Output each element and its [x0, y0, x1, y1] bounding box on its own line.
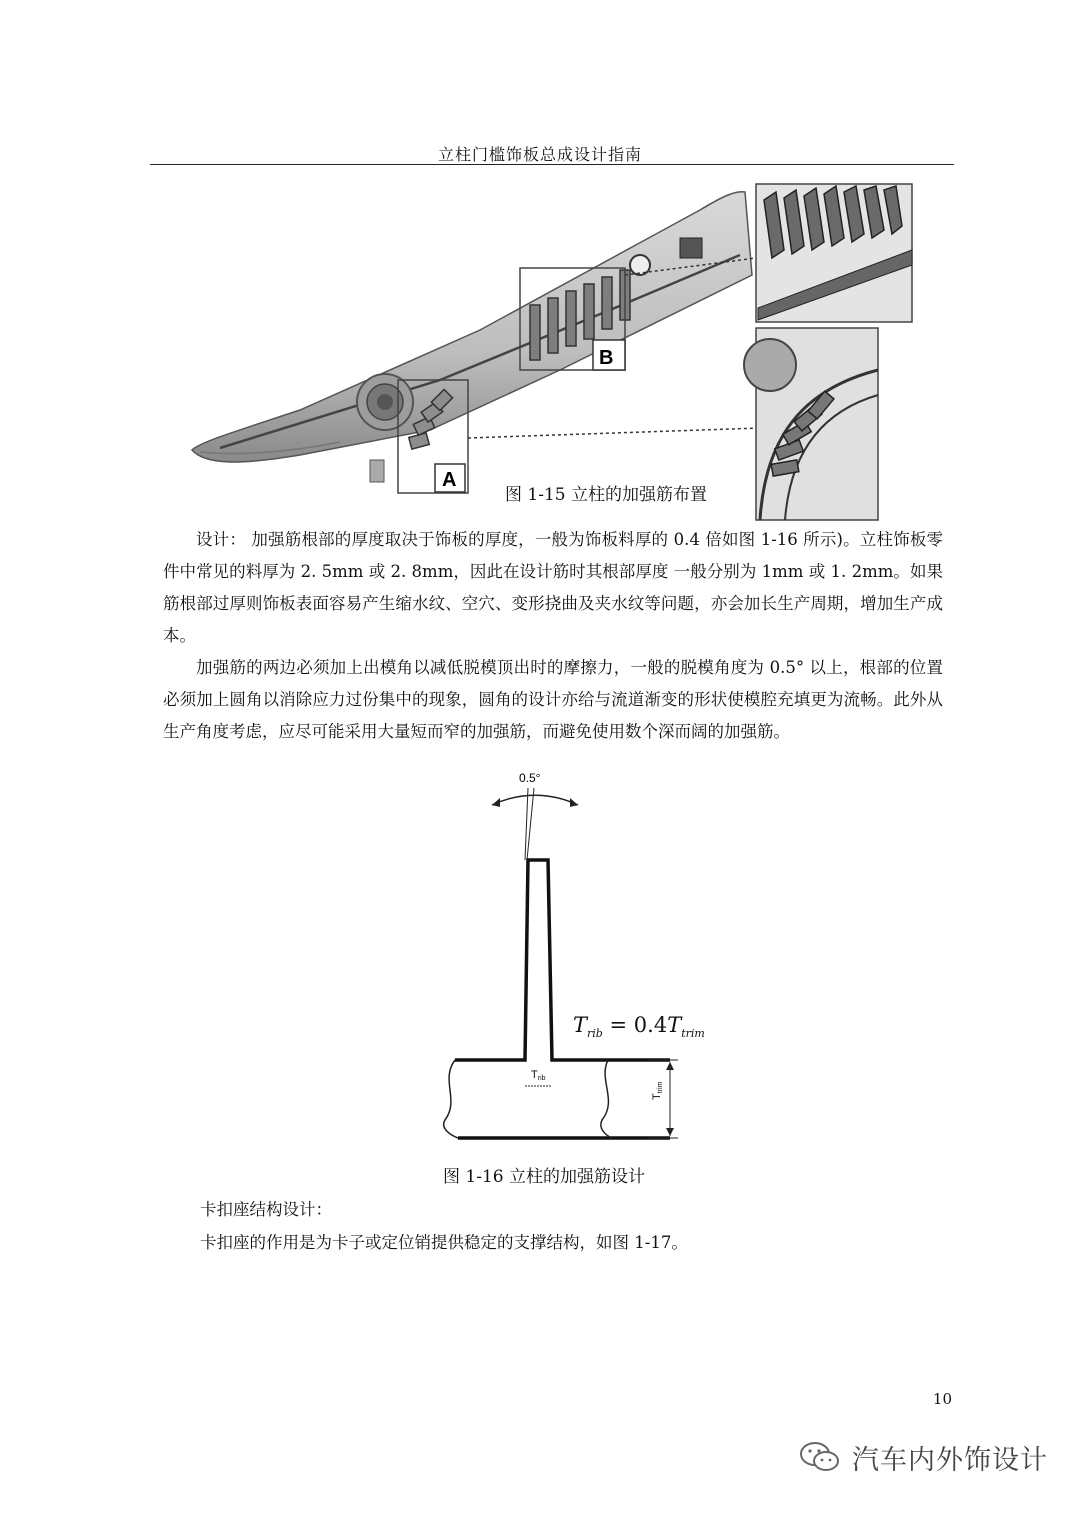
page-number: 10	[932, 1390, 952, 1408]
body-text	[163, 524, 943, 748]
dim-trim-sub: trim	[657, 1081, 664, 1094]
svg-text:Trib	[531, 1069, 546, 1082]
formula-lhs: T	[573, 1013, 588, 1037]
zoom-panel-a	[744, 328, 878, 520]
clip-boss	[630, 255, 650, 275]
draft-angle-label: 0.5°	[519, 771, 541, 785]
paragraph-draft-angle: 加强筋的两边必须加上出模角以减低脱模顶出时的摩擦力，一般的脱模角度为 0.5° 以上，根部的位置必须加上圆角以消除应力过份集中的现象，圆角的设计亦给与流道渐变的形状使模腔充填更为流畅。此外从生产角度考虑，应尽可能采用大量短而窄的加强筋，而避免使用数个深而阔的加强筋。	[163, 658, 943, 741]
label-b: B	[599, 347, 614, 369]
wechat-icon	[798, 1440, 842, 1474]
dim-rib: T	[531, 1069, 538, 1081]
zoom-panel-b	[756, 184, 912, 322]
rib-design-diagram	[430, 760, 705, 1150]
dim-trim: T	[651, 1093, 663, 1100]
formula-rhs-sub: trim	[681, 1027, 705, 1040]
formula-rhs: T	[667, 1013, 682, 1037]
svg-text:Ttrim	[651, 1081, 664, 1100]
section-heading: 卡扣座结构设计：	[200, 1200, 332, 1219]
pillar-rib-layout-figure	[180, 180, 920, 525]
header-rule	[150, 164, 954, 165]
svg-text:Trib = 0.4Ttrim	[573, 1013, 705, 1040]
section-sentence: 卡扣座的作用是为卡子或定位销提供稳定的支撑结构，如图 1-17。	[200, 1233, 688, 1252]
formula-equals: = 0.4	[602, 1013, 668, 1037]
watermark	[798, 1435, 1048, 1479]
paragraph-design-thickness: 设计： 加强筋根部的厚度取决于饰板的厚度，一般为饰板料厚的 0.4 倍如图 1-16 所示)。立柱饰板零件中常见的料厚为 2. 5mm 或 2. 8mm，因此在设计筋时其根部厚度 一般分别为 1mm 或 1. 2mm。如果筋根部过厚则饰板表面容易产生缩水纹、空穴、变形挠曲及夹水纹等问题，亦会加长生产周期，增加生产成本。	[163, 530, 943, 645]
pillar-trim-body	[192, 192, 752, 462]
page-header-title: 立柱门槛饰板总成设计指南	[437, 145, 642, 164]
figure-caption-1-16: 图 1-16 立柱的加强筋设计	[443, 1167, 645, 1187]
dim-rib-sub: rib	[537, 1075, 546, 1082]
label-a: A	[442, 469, 457, 491]
watermark-text: 汽车内外饰设计	[852, 1444, 1048, 1476]
formula-lhs-sub: rib	[587, 1027, 603, 1040]
clip-seat	[680, 238, 702, 258]
figure-caption-1-15: 图 1-15 立柱的加强筋布置	[505, 485, 707, 505]
